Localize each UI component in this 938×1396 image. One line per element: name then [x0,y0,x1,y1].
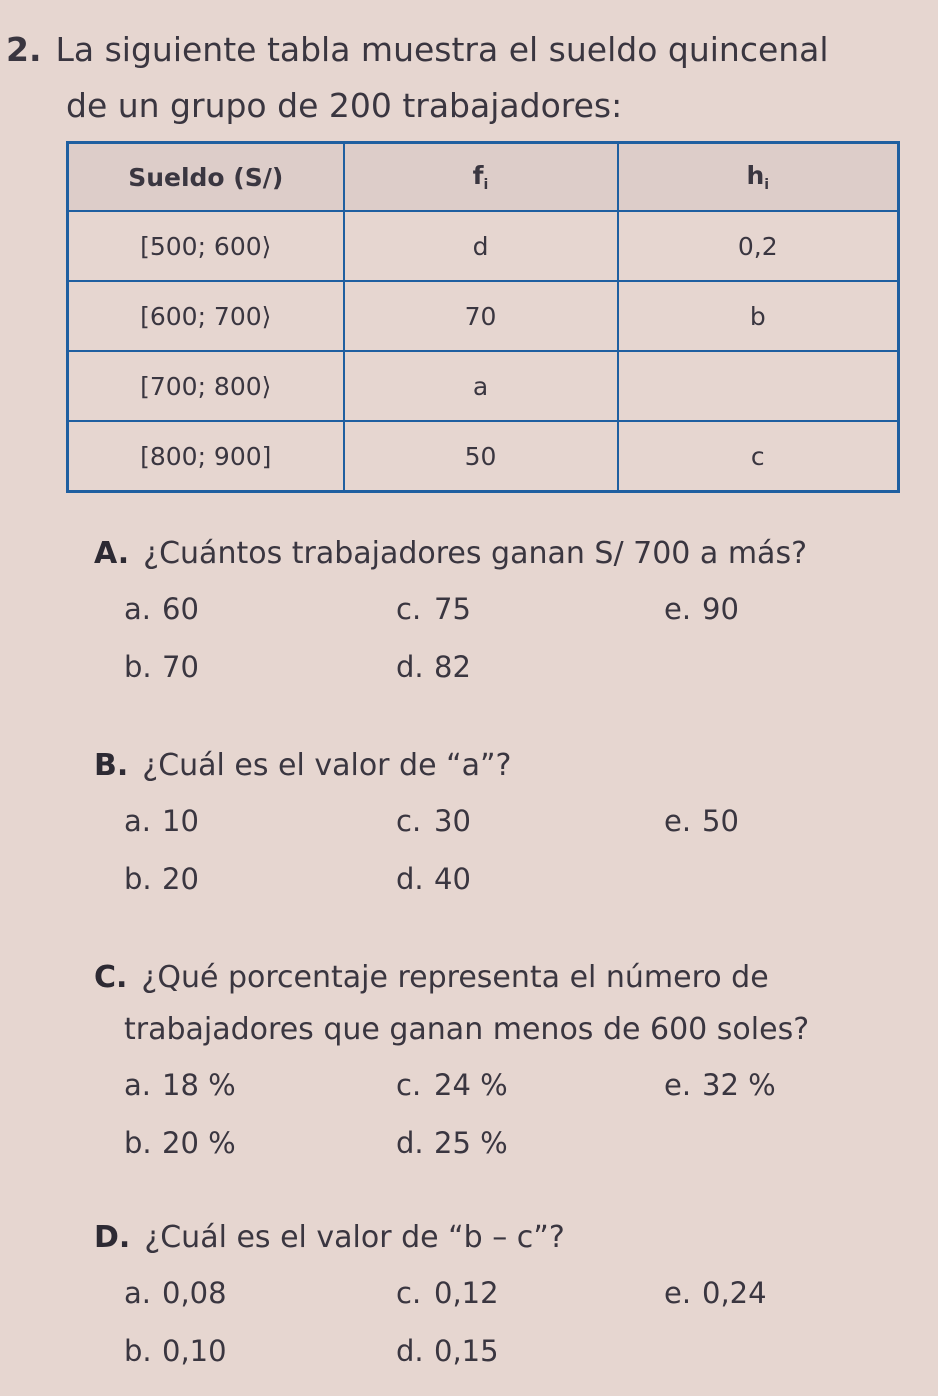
option-label: c. [396,804,422,838]
option-e[interactable] [664,1068,776,1102]
header-f-subscript: i [483,177,489,193]
option-b[interactable] [124,650,199,684]
option-c[interactable] [396,592,471,626]
option-value: 82 [434,650,471,684]
option-label: d. [396,1126,424,1160]
option-label: a. [124,592,151,626]
option-d[interactable] [396,862,471,896]
intro-line-2: de un grupo de 200 trabajadores: [66,86,623,125]
option-value: 25 % [434,1126,508,1160]
cell-fi: a [344,351,618,421]
options-a [94,592,914,712]
question-c [94,952,914,1188]
question-letter: A. [94,536,130,571]
option-value: 90 [702,592,739,626]
salary-table [66,141,900,493]
header-h: h [746,161,765,190]
option-d[interactable] [396,1334,499,1368]
header-fi [344,143,618,212]
option-e[interactable] [664,804,739,838]
table-header-row [68,143,899,212]
option-label: a. [124,804,151,838]
option-e[interactable] [664,592,739,626]
option-label: e. [664,1068,692,1102]
option-value: 10 [162,804,199,838]
option-e[interactable] [664,1276,767,1310]
cell-hi: c [618,421,899,492]
problem-number: 2. [6,30,42,69]
option-label: d. [396,862,424,896]
question-text: ¿Qué porcentaje representa el número de [141,960,769,995]
header-f: f [472,161,484,190]
option-label: a. [124,1068,151,1102]
option-value: 0,08 [162,1276,227,1310]
option-value: 70 [162,650,199,684]
option-value: 40 [434,862,471,896]
option-c[interactable] [396,1068,508,1102]
cell-hi [618,351,899,421]
option-label: e. [664,804,692,838]
option-d[interactable] [396,650,471,684]
header-sueldo: Sueldo (S/) [68,143,344,212]
question-b [94,740,914,924]
question-text-continued: trabajadores que ganan menos de 600 soles? [124,1012,810,1047]
cell-fi: 70 [344,281,618,351]
option-value: 20 % [162,1126,236,1160]
cell-fi: 50 [344,421,618,492]
header-h-subscript: i [764,177,770,193]
cell-interval: [800; 900] [68,421,344,492]
option-a[interactable] [124,804,199,838]
option-d[interactable] [396,1126,508,1160]
cell-hi: 0,2 [618,211,899,281]
question-text: ¿Cuál es el valor de “a”? [142,748,512,783]
option-b[interactable] [124,862,199,896]
option-value: 24 % [434,1068,508,1102]
option-b[interactable] [124,1126,236,1160]
cell-hi: b [618,281,899,351]
option-a[interactable] [124,1276,227,1310]
option-label: d. [396,1334,424,1368]
option-label: b. [124,1126,152,1160]
options-b [94,804,914,924]
table-row [68,211,899,281]
option-label: d. [396,650,424,684]
options-c [94,1068,914,1188]
table-row [68,281,899,351]
question-letter: D. [94,1220,131,1255]
options-d [94,1276,914,1396]
option-a[interactable] [124,1068,236,1102]
option-value: 30 [434,804,471,838]
option-value: 18 % [162,1068,236,1102]
option-value: 50 [702,804,739,838]
option-label: a. [124,1276,151,1310]
cell-fi: d [344,211,618,281]
problem-statement [6,22,926,134]
option-label: c. [396,1276,422,1310]
option-value: 32 % [702,1068,776,1102]
question-a [94,528,914,712]
question-text: ¿Cuántos trabajadores ganan S/ 700 a más? [143,536,807,571]
cell-interval: [700; 800⟩ [68,351,344,421]
option-c[interactable] [396,804,471,838]
option-a[interactable] [124,592,199,626]
table-row [68,421,899,492]
option-label: b. [124,1334,152,1368]
option-value: 0,10 [162,1334,227,1368]
option-value: 60 [162,592,199,626]
question-d [94,1212,914,1396]
option-c[interactable] [396,1276,499,1310]
option-value: 0,24 [702,1276,767,1310]
option-value: 75 [434,592,471,626]
option-label: c. [396,592,422,626]
table-row [68,351,899,421]
option-label: b. [124,862,152,896]
option-label: e. [664,592,692,626]
option-label: c. [396,1068,422,1102]
question-text: ¿Cuál es el valor de “b – c”? [144,1220,565,1255]
option-value: 20 [162,862,199,896]
option-label: b. [124,650,152,684]
option-value: 0,15 [434,1334,499,1368]
header-hi [618,143,899,212]
option-label: e. [664,1276,692,1310]
option-b[interactable] [124,1334,227,1368]
question-letter: B. [94,748,129,783]
option-value: 0,12 [434,1276,499,1310]
question-letter: C. [94,960,128,995]
intro-line-1: La siguiente tabla muestra el sueldo quincenal [55,30,829,69]
cell-interval: [500; 600⟩ [68,211,344,281]
cell-interval: [600; 700⟩ [68,281,344,351]
